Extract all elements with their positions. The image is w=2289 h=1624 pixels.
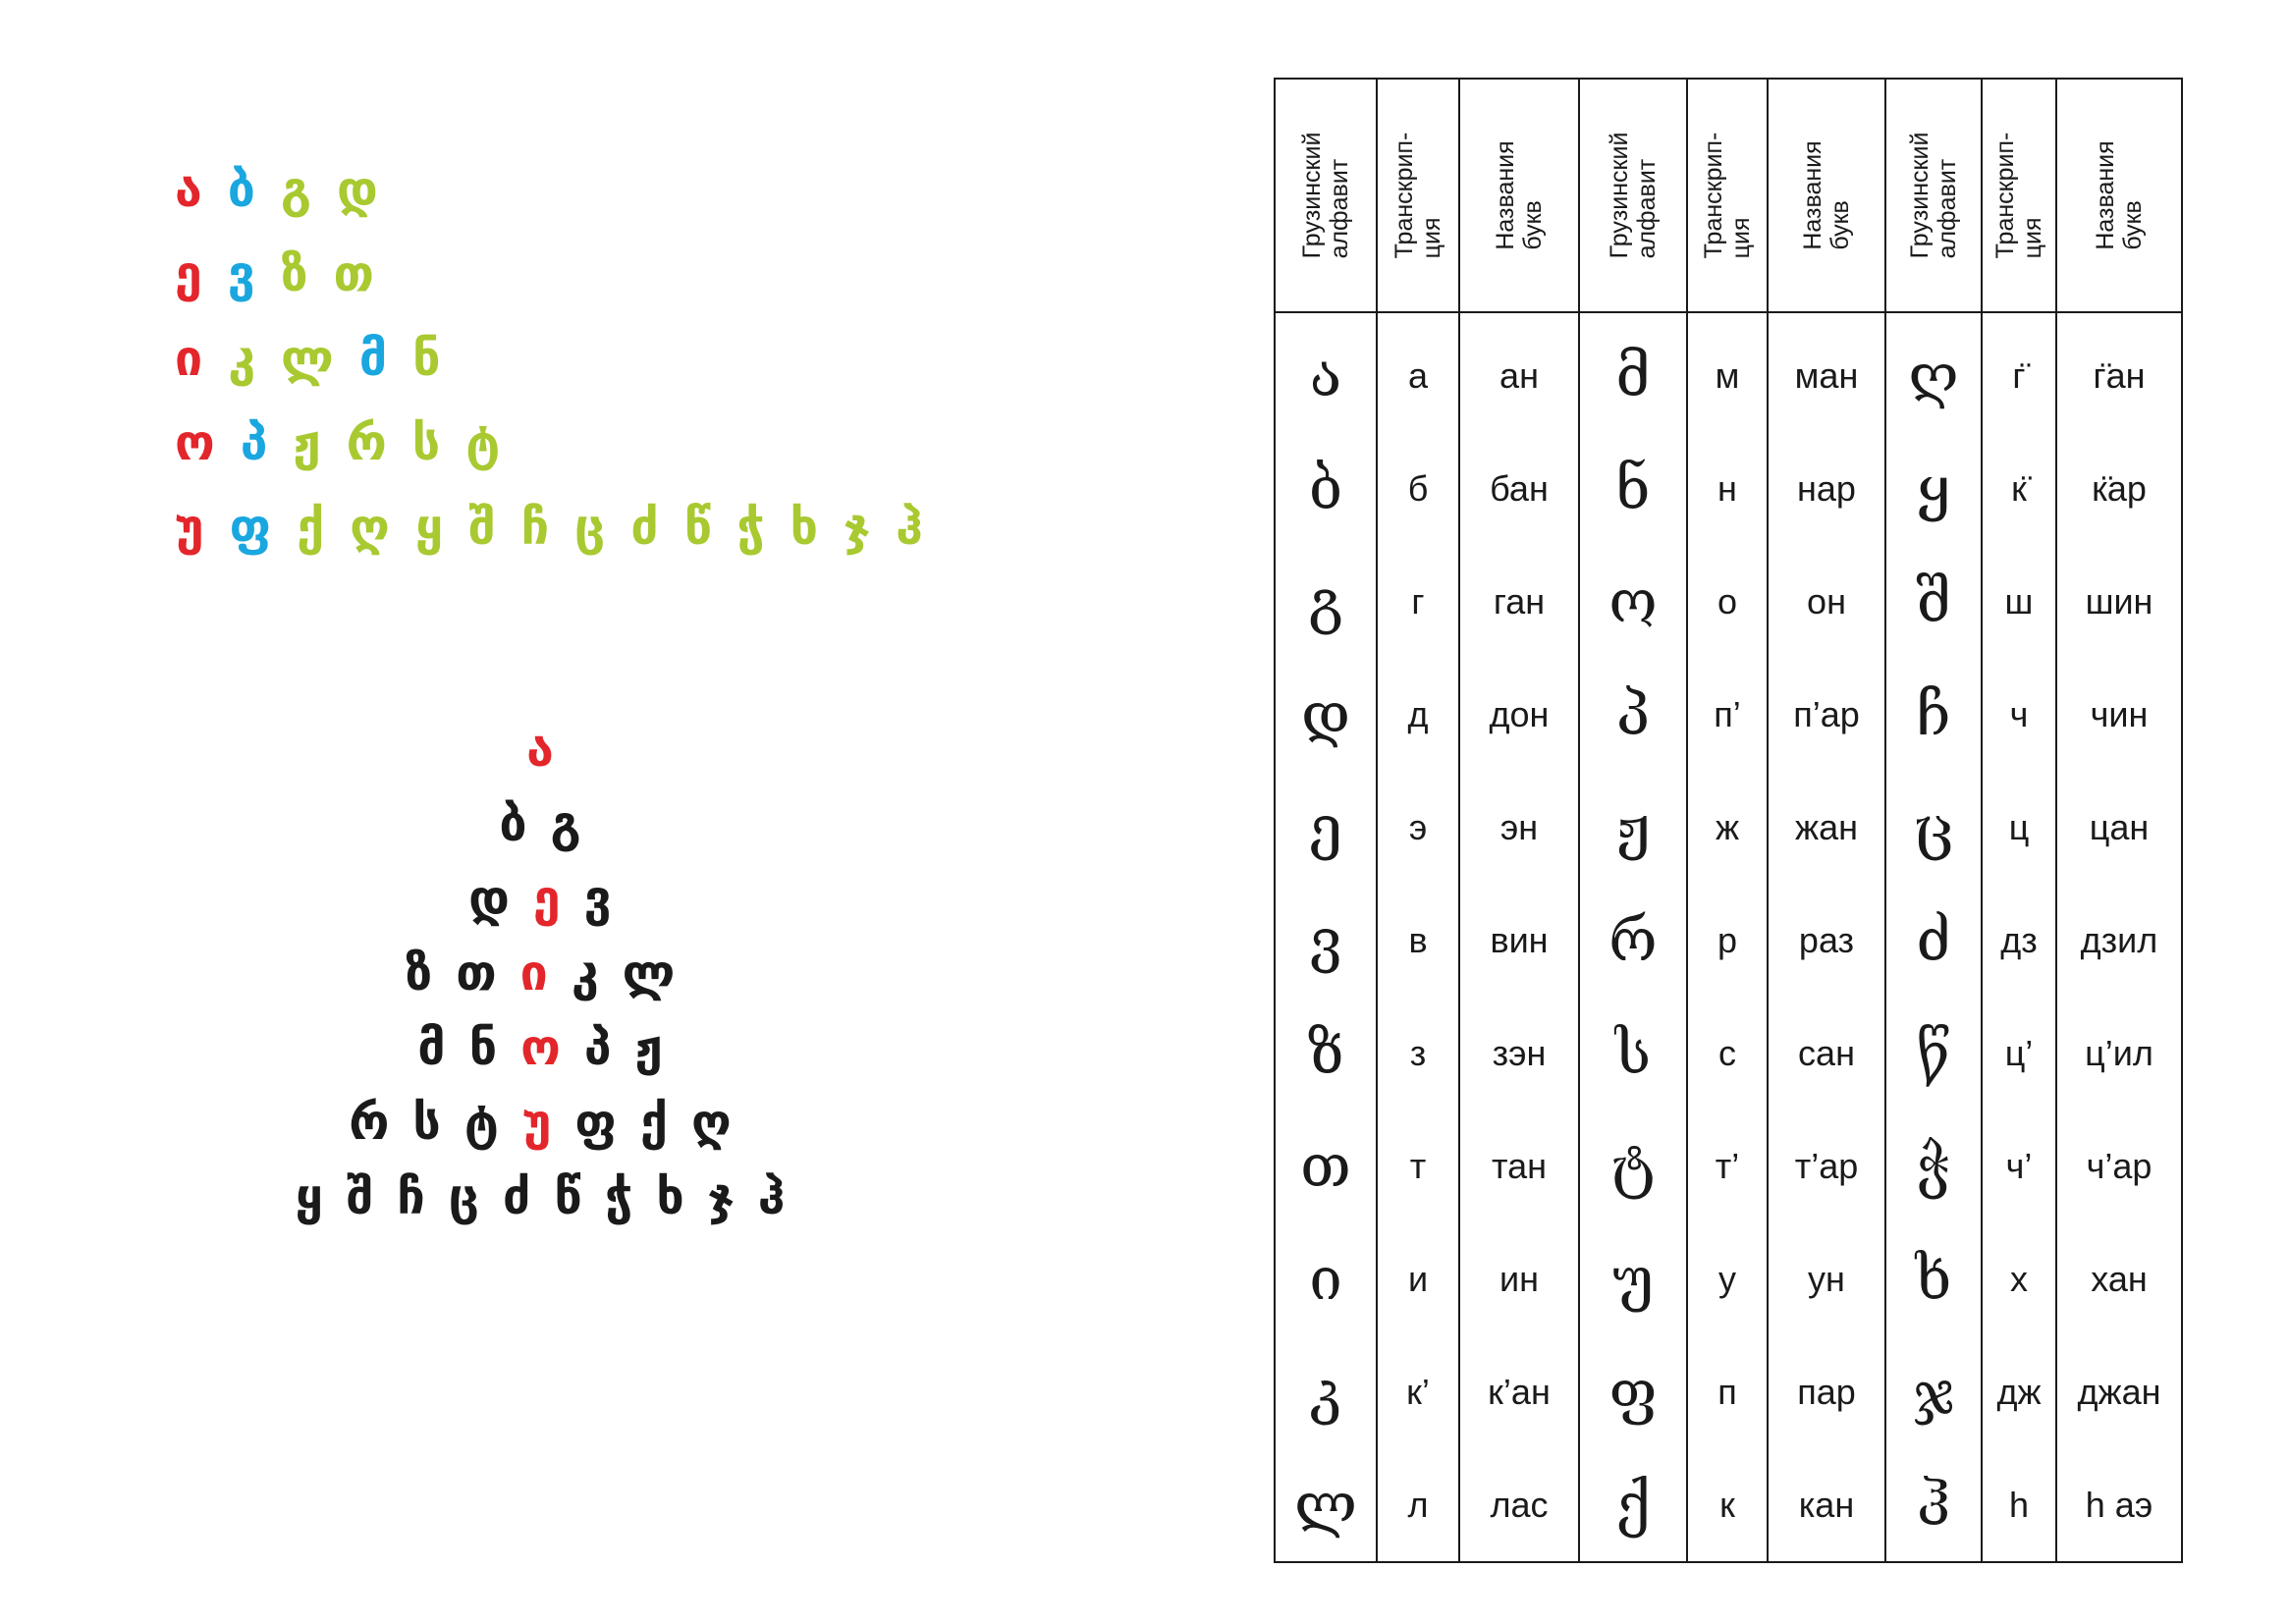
pyramid-row <box>196 712 884 786</box>
letter-name-cell: ган <box>1459 545 1579 658</box>
letter-name-cell: h аэ <box>2056 1448 2182 1562</box>
georgian-letter-cell: ბ <box>1275 432 1377 545</box>
transcription-cell: с <box>1687 997 1768 1110</box>
table-header <box>1275 79 2182 312</box>
pyramid-letter: ლ <box>622 945 676 1001</box>
colored-letter: ქ <box>297 499 325 556</box>
pyramid-letter: ჯ <box>707 1168 735 1225</box>
transcription-cell: h <box>1982 1448 2056 1562</box>
pyramid-letter: შ <box>346 1168 374 1225</box>
transcription-cell: дз <box>1982 884 2056 997</box>
colored-letter: ჰ <box>896 499 923 556</box>
georgian-letter-cell: პ <box>1579 658 1687 771</box>
pyramid-letter: ჟ <box>634 1019 663 1076</box>
header-letter-names: Названия букв <box>1768 79 1885 312</box>
georgian-letter-cell: ვ <box>1275 884 1377 997</box>
transcription-cell: и <box>1377 1222 1459 1335</box>
table-row <box>1275 1448 2182 1562</box>
pyramid-letter: ტ <box>463 1094 499 1151</box>
colored-letter: ჯ <box>844 499 871 556</box>
transcription-cell: р <box>1687 884 1768 997</box>
transcription-cell: л <box>1377 1448 1459 1562</box>
letter-name-cell: г̈ан <box>2056 312 2182 432</box>
colored-letter: ჭ <box>736 499 765 556</box>
colored-letter: შ <box>468 499 496 556</box>
letter-name-cell: раз <box>1768 884 1885 997</box>
georgian-letter-cell: ო <box>1579 545 1687 658</box>
transcription-cell: т <box>1377 1110 1459 1222</box>
pyramid-letter: წ <box>554 1168 582 1225</box>
colored-letter: დ <box>336 161 378 218</box>
colored-letter: ც <box>574 499 606 556</box>
georgian-letter-cell: ჰ <box>1885 1448 1982 1562</box>
transcription-cell: п’ <box>1687 658 1768 771</box>
pyramid-letter: ჰ <box>757 1168 786 1225</box>
pyramid-letter: რ <box>349 1094 390 1151</box>
table-row <box>1275 884 2182 997</box>
letter-name-cell: п’ар <box>1768 658 1885 771</box>
transcription-cell: ц <box>1982 771 2056 884</box>
transcription-cell: ч <box>1982 658 2056 771</box>
colored-letter: უ <box>175 499 204 556</box>
pyramid-letter: თ <box>456 945 497 1001</box>
header-letter-names: Названия букв <box>2056 79 2182 312</box>
transcription-cell: к <box>1687 1448 1768 1562</box>
georgian-letter-cell: ს <box>1579 997 1687 1110</box>
letter-name-cell: эн <box>1459 771 1579 884</box>
pyramid-letter: ყ <box>295 1168 323 1225</box>
transcription-cell: ш <box>1982 545 2056 658</box>
colored-letter: ჟ <box>293 414 321 471</box>
pyramid-letter: ფ <box>574 1094 618 1151</box>
transcription-cell: д <box>1377 658 1459 771</box>
colored-letter: პ <box>240 414 268 471</box>
alphabet-table <box>1274 78 2183 1563</box>
letter-name-cell: дон <box>1459 658 1579 771</box>
georgian-letter-cell: ჩ <box>1885 658 1982 771</box>
header-georgian-alphabet: Грузинский алфавит <box>1275 79 1377 312</box>
colored-letter: ტ <box>465 414 501 471</box>
transcription-cell: у <box>1687 1222 1768 1335</box>
letter-name-cell: цан <box>2056 771 2182 884</box>
transcription-cell: в <box>1377 884 1459 997</box>
colored-letter: ს <box>411 414 441 471</box>
georgian-letter-cell: ღ <box>1885 312 1982 432</box>
table-row <box>1275 771 2182 884</box>
transcription-cell: б <box>1377 432 1459 545</box>
colored-letter: ვ <box>227 245 255 302</box>
georgian-letter-cell: ყ <box>1885 432 1982 545</box>
letter-name-cell: ин <box>1459 1222 1579 1335</box>
pyramid-letter: ნ <box>468 1019 498 1076</box>
pyramid-letter: ც <box>448 1168 479 1225</box>
letter-name-cell: вин <box>1459 884 1579 997</box>
pyramid-letter: ს <box>412 1094 441 1151</box>
pyramid-letter: კ <box>571 945 599 1001</box>
letter-name-cell: тан <box>1459 1110 1579 1222</box>
colored-letter: წ <box>683 499 712 556</box>
header-letter-names: Названия букв <box>1459 79 1579 312</box>
georgian-letter-cell: დ <box>1275 658 1377 771</box>
table-body <box>1275 312 2182 1562</box>
transcription-cell: т’ <box>1687 1110 1768 1222</box>
pyramid-letter: ჭ <box>605 1168 633 1225</box>
georgian-letter-cell: შ <box>1885 545 1982 658</box>
colored-letter: ა <box>175 161 202 218</box>
letter-name-cell: нар <box>1768 432 1885 545</box>
colored-letter: ზ <box>280 245 308 302</box>
georgian-letter-cell: ძ <box>1885 884 1982 997</box>
georgian-letter-cell: ლ <box>1275 1448 1377 1562</box>
letter-name-cell: к’ан <box>1459 1335 1579 1448</box>
pyramid-vowel: ო <box>520 1019 561 1076</box>
georgian-letter-cell: ჭ <box>1885 1110 1982 1222</box>
transcription-cell: дж <box>1982 1335 2056 1448</box>
pyramid-letter: ბ <box>499 795 527 852</box>
colored-row <box>175 485 949 569</box>
table-row <box>1275 997 2182 1110</box>
georgian-letter-cell: თ <box>1275 1110 1377 1222</box>
transcription-cell: к̈ <box>1982 432 2056 545</box>
colored-letter-rows <box>175 147 949 569</box>
pyramid-letter: ქ <box>640 1094 669 1151</box>
georgian-letter-cell: წ <box>1885 997 1982 1110</box>
table-row <box>1275 432 2182 545</box>
colored-letter: გ <box>280 161 311 218</box>
georgian-letter-cell: ი <box>1275 1222 1377 1335</box>
georgian-letter-cell: გ <box>1275 545 1377 658</box>
colored-letter: ნ <box>412 330 441 387</box>
header-transcription: Транскрип- ция <box>1982 79 2056 312</box>
table-row <box>1275 1222 2182 1335</box>
georgian-letter-cell: ჯ <box>1885 1335 1982 1448</box>
letter-name-cell: хан <box>2056 1222 2182 1335</box>
colored-letter: კ <box>228 330 255 387</box>
georgian-letter-cell: ფ <box>1579 1335 1687 1448</box>
colored-letter: რ <box>346 414 387 471</box>
pyramid-letter: პ <box>583 1019 612 1076</box>
colored-letter: ბ <box>227 161 255 218</box>
transcription-cell: ж <box>1687 771 1768 884</box>
georgian-letter-cell: ც <box>1885 771 1982 884</box>
colored-row <box>175 316 949 401</box>
table-row <box>1275 1335 2182 1448</box>
colored-letter: ჩ <box>520 499 550 556</box>
georgian-letter-cell: ე <box>1275 771 1377 884</box>
georgian-letter-cell: ქ <box>1579 1448 1687 1562</box>
colored-letter: მ <box>358 330 388 387</box>
georgian-letter-cell: ნ <box>1579 432 1687 545</box>
colored-letter: ძ <box>630 499 659 556</box>
transcription-cell: п <box>1687 1335 1768 1448</box>
header-georgian-alphabet: Грузинский алфавит <box>1885 79 1982 312</box>
letter-name-cell: ман <box>1768 312 1885 432</box>
letter-name-cell: сан <box>1768 997 1885 1110</box>
letter-name-cell: он <box>1768 545 1885 658</box>
pyramid-letter: ხ <box>656 1168 684 1225</box>
transcription-cell: э <box>1377 771 1459 884</box>
colored-letter: ხ <box>790 499 819 556</box>
georgian-letter-cell: ტ <box>1579 1110 1687 1222</box>
letter-name-cell: шин <box>2056 545 2182 658</box>
pyramid-letter: ჩ <box>397 1168 425 1225</box>
colored-letter: ე <box>175 245 202 302</box>
colored-letter: თ <box>333 245 374 302</box>
colored-letter: ღ <box>350 499 390 556</box>
transcription-cell: к’ <box>1377 1335 1459 1448</box>
letter-pyramid <box>196 712 884 1234</box>
pyramid-row <box>196 1085 884 1160</box>
colored-letter: ფ <box>229 499 272 556</box>
colored-letter: ო <box>175 414 215 471</box>
table-row <box>1275 545 2182 658</box>
transcription-cell: о <box>1687 545 1768 658</box>
pyramid-row <box>196 786 884 861</box>
transcription-cell: м <box>1687 312 1768 432</box>
pyramid-row <box>196 1160 884 1234</box>
pyramid-letter: დ <box>468 870 510 927</box>
letter-name-cell: ун <box>1768 1222 1885 1335</box>
pyramid-vowel: ი <box>519 945 548 1001</box>
letter-name-cell: лас <box>1459 1448 1579 1562</box>
transcription-cell: з <box>1377 997 1459 1110</box>
transcription-cell: х <box>1982 1222 2056 1335</box>
letter-name-cell: джан <box>2056 1335 2182 1448</box>
pyramid-letter: ძ <box>502 1168 531 1225</box>
georgian-letter-cell: ხ <box>1885 1222 1982 1335</box>
colored-row <box>175 401 949 485</box>
georgian-letter-cell: კ <box>1275 1335 1377 1448</box>
transcription-cell: а <box>1377 312 1459 432</box>
table-row <box>1275 312 2182 432</box>
letter-name-cell: бан <box>1459 432 1579 545</box>
letter-name-cell: зэн <box>1459 997 1579 1110</box>
pyramid-letter: მ <box>417 1019 446 1076</box>
letter-name-cell: ц’ил <box>2056 997 2182 1110</box>
letter-name-cell: пар <box>1768 1335 1885 1448</box>
transcription-cell: ц’ <box>1982 997 2056 1110</box>
georgian-letter-cell: რ <box>1579 884 1687 997</box>
georgian-letter-cell: უ <box>1579 1222 1687 1335</box>
letter-name-cell: ан <box>1459 312 1579 432</box>
pyramid-row <box>196 1010 884 1085</box>
georgian-letter-cell: ჟ <box>1579 771 1687 884</box>
table-row <box>1275 658 2182 771</box>
header-transcription: Транскрип- ция <box>1687 79 1768 312</box>
georgian-letter-cell: ა <box>1275 312 1377 432</box>
colored-row <box>175 147 949 232</box>
letter-name-cell: кан <box>1768 1448 1885 1562</box>
pyramid-vowel: ე <box>532 870 561 927</box>
pyramid-letter: ვ <box>583 870 612 927</box>
georgian-letter-cell: მ <box>1579 312 1687 432</box>
pyramid-letter: ღ <box>691 1094 732 1151</box>
pyramid-vowel: უ <box>521 1094 552 1151</box>
letter-name-cell: ч’ар <box>2056 1110 2182 1222</box>
transcription-cell: н <box>1687 432 1768 545</box>
pyramid-letter: გ <box>550 795 581 852</box>
letter-name-cell: к̈ар <box>2056 432 2182 545</box>
colored-letter: ყ <box>414 499 444 556</box>
pyramid-vowel: ა <box>526 721 554 778</box>
letter-name-cell: жан <box>1768 771 1885 884</box>
transcription-cell: г <box>1377 545 1459 658</box>
transcription-cell: ч’ <box>1982 1110 2056 1222</box>
georgian-letter-cell: ზ <box>1275 997 1377 1110</box>
table-row <box>1275 1110 2182 1222</box>
letter-name-cell: т’ар <box>1768 1110 1885 1222</box>
colored-row <box>175 232 949 316</box>
letter-name-cell: чин <box>2056 658 2182 771</box>
colored-letter: ლ <box>280 330 334 387</box>
header-transcription: Транскрип- ция <box>1377 79 1459 312</box>
pyramid-row <box>196 861 884 936</box>
header-georgian-alphabet: Грузинский алфавит <box>1579 79 1687 312</box>
pyramid-row <box>196 936 884 1010</box>
colored-letter: ი <box>175 330 203 387</box>
pyramid-letter: ზ <box>405 945 433 1001</box>
letter-name-cell: дзил <box>2056 884 2182 997</box>
transcription-cell: г̈ <box>1982 312 2056 432</box>
